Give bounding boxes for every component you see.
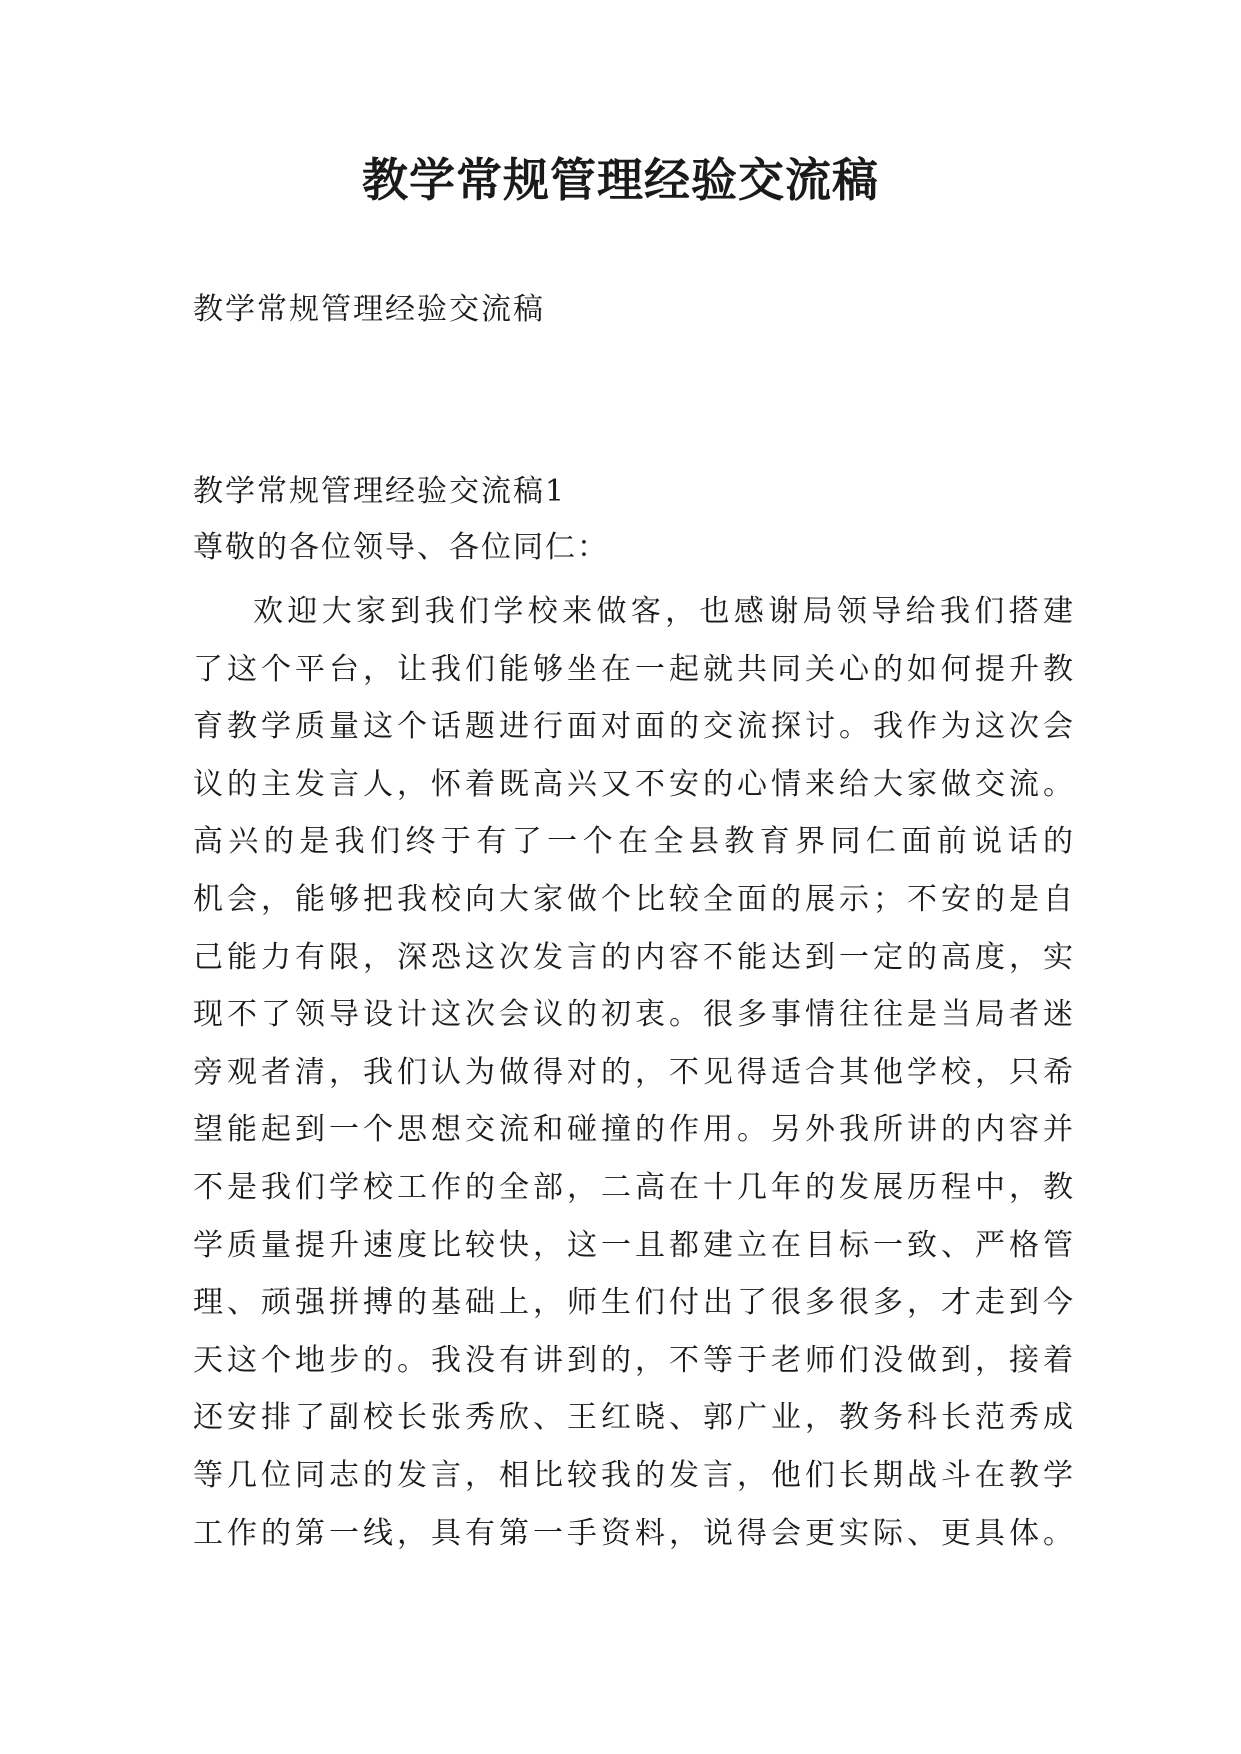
section-heading: 教学常规管理经验交流稿1	[193, 474, 567, 509]
paragraph-line: 高兴的是我们终于有了一个在全县教育界同仁面前说话的	[193, 824, 1073, 860]
document-title: 教学常规管理经验交流稿	[362, 153, 879, 207]
body-paragraph	[193, 583, 1073, 1562]
paragraph-line: 学质量提升速度比较快，这一且都建立在目标一致、严格管	[193, 1227, 1073, 1263]
paragraph-line: 欢迎大家到我们学校来做客，也感谢局领导给我们搭建	[253, 594, 1073, 629]
paragraph-line: 己能力有限，深恐这次发言的内容不能达到一定的高度，实	[193, 939, 1073, 975]
paragraph-line: 理、顽强拼搏的基础上，师生们付出了很多很多，才走到今	[193, 1285, 1073, 1321]
paragraph-line: 天这个地步的。我没有讲到的，不等于老师们没做到，接着	[193, 1342, 1073, 1378]
paragraph-line: 机会，能够把我校向大家做个比较全面的展示；不安的是自	[193, 881, 1073, 917]
paragraph-line: 还安排了副校长张秀欣、王红晓、郭广业，教务科长范秀成	[193, 1400, 1073, 1436]
paragraph-line: 旁观者清，我们认为做得对的，不见得适合其他学校，只希	[193, 1054, 1073, 1090]
greeting: 尊敬的各位领导、各位同仁：	[193, 530, 609, 565]
paragraph-line: 望能起到一个思想交流和碰撞的作用。另外我所讲的内容并	[193, 1112, 1073, 1148]
document-subtitle: 教学常规管理经验交流稿	[193, 292, 545, 327]
paragraph-line: 等几位同志的发言，相比较我的发言，他们长期战斗在教学	[193, 1457, 1073, 1493]
paragraph-line: 议的主发言人，怀着既高兴又不安的心情来给大家做交流。	[193, 766, 1073, 802]
paragraph-line: 育教学质量这个话题进行面对面的交流探讨。我作为这次会	[193, 709, 1073, 745]
paragraph-line: 不是我们学校工作的全部，二高在十几年的发展历程中，教	[193, 1169, 1073, 1205]
paragraph-line: 工作的第一线，具有第一手资料，说得会更实际、更具体。	[193, 1515, 1073, 1551]
paragraph-line: 现不了领导设计这次会议的初衷。很多事情往往是当局者迷	[193, 997, 1073, 1033]
paragraph-line: 了这个平台，让我们能够坐在一起就共同关心的如何提升教	[193, 651, 1073, 687]
